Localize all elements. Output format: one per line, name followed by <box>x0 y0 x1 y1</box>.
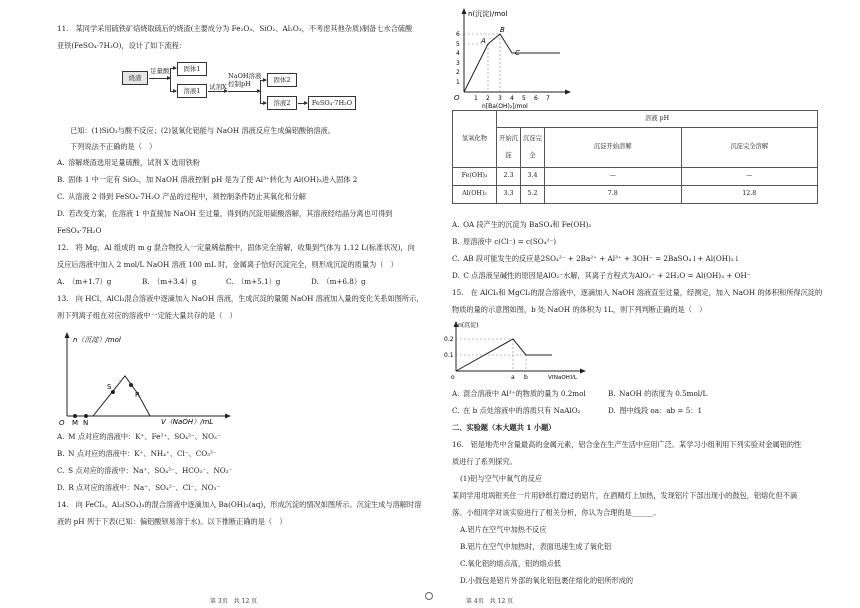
q13-label-s: S <box>107 383 112 391</box>
q15-ytick-02: 0.2 <box>444 336 454 343</box>
q13-point-m <box>73 414 77 418</box>
q13-ylabel: n（沉淀）/mol <box>73 336 121 344</box>
q15-graph <box>444 319 594 379</box>
q15-option-b: B. NaOH 的浓度为 0.5mol/L <box>608 389 708 398</box>
flow-label-reagent-x: 试剂X <box>209 83 227 91</box>
q16-option-c: C.氧化铝的熔点高，铝的熔点低 <box>460 559 561 568</box>
q12-option-a: A. （m+1.7）g <box>57 277 112 286</box>
q13-graph <box>55 328 235 428</box>
q16-text-line1: 某同学用坩埚钳夹住一片用砂纸打磨过的铝片，在酒精灯上加热，发现铝片下部出现小的鼓包，铝熔化但不滴 <box>452 491 798 500</box>
table-cell: 2.3 <box>497 168 521 186</box>
flow-label-acid: 足量酸 <box>150 67 170 75</box>
q13-y-arrow <box>65 332 70 338</box>
q15-ylabel: n(沉淀) <box>458 322 479 329</box>
q12-option-b: B. （m+3.4）g <box>142 277 197 286</box>
right-page-footer: 第 4页 共 12 页 <box>466 598 514 606</box>
q15-x-arrow <box>580 369 586 374</box>
q12-stem-line2: 反应后溶液中加入 2 mol/L NaOH 溶液 100 mL 时，金属离子恰好沉淀完全，则形成沉淀的质量为（ ） <box>57 260 398 269</box>
q14-y-arrow <box>462 8 467 14</box>
table-header-start-dissolve: 沉淀开始溶解 <box>545 128 682 168</box>
q14-xtick: 4 <box>510 95 514 102</box>
table-header-hydroxide: 氢氧化物 <box>453 111 497 168</box>
q16-stem-line2: 质进行了系列探究。 <box>452 457 517 466</box>
table-cell: — <box>681 168 818 186</box>
right-page <box>430 0 860 608</box>
q15-label-a: a <box>511 374 515 379</box>
q14-ytick: 6 <box>456 31 460 38</box>
left-page-footer: 第 3页 共 12 页 <box>210 598 258 606</box>
table-cell-name: Al(OH)₃ <box>453 186 497 204</box>
q15-xlabel: V[NaOH]/L <box>548 375 577 379</box>
q11-stem-line1: 11. 某同学采用硫铁矿焙烧取硫后的烧渣(主要成分为 Fe₂O₃、SiO₂、Al₂O₃，不考虑其他杂质)制备七水合硫酸 <box>57 24 413 33</box>
q16-option-a: A.铝片在空气中加热不反应 <box>460 525 547 534</box>
table-header-complete-dissolve: 沉淀完全溶解 <box>681 128 818 168</box>
q16-text-line2: 落。小组同学对该实验进行了相关分析，你认为合理的是______。 <box>452 508 661 517</box>
table-cell: 7.8 <box>545 186 682 204</box>
flow-arrow <box>228 91 260 92</box>
q16-option-d: D.小鼓包是铝片外部的氧化铝包裹住熔化的铝所形成的 <box>460 576 634 585</box>
q16-option-b: B.铝片在空气中加热时，表面迅速生成了氧化铝 <box>460 542 612 551</box>
table-row <box>453 186 818 204</box>
q13-x-arrow <box>225 414 231 419</box>
q14-xtick: 2 <box>486 95 490 102</box>
flow-arrow <box>208 91 227 92</box>
q11-ask: 下列说法不正确的是（ ） <box>70 142 157 151</box>
q14-xlabel: n[Ba(OH)₂]/mol <box>482 103 528 110</box>
q11-option-d: D. 若改变方案，在溶液 1 中直接加 NaOH 至过量，得到的沉淀用硫酸溶解，其溶液经结晶分离也可得到 <box>57 209 393 218</box>
q13-label-r: R <box>135 391 140 399</box>
q12-option-d: D. （m+6.8）g <box>311 277 366 286</box>
flow-arrow <box>149 78 170 79</box>
q14-stem-line2: 液的 pH 列于下表(已知：偏铝酸钡易溶于水)。以下推断正确的是（ ） <box>57 517 287 526</box>
q14-yticks <box>456 31 460 86</box>
q13-option-a: A. M 点对应的溶液中：K⁺、Fe²⁺、SO₄²⁻、NO₃⁻ <box>57 432 221 441</box>
q16-sub1: (1)铝与空气中氧气的反应 <box>460 474 543 483</box>
q14-option-d: D. C 点溶液呈碱性的原因是AlO₂⁻水解，其离子方程式为AlO₂⁻ + 2H₂O = Al(OH)₃ + OH⁻ <box>452 271 751 280</box>
q13-option-b: B. N 点对应的溶液中：K⁺、NH₄⁺、Cl⁻、CO₃²⁻ <box>57 449 217 458</box>
q11-option-d-cont: FeSO₄·7H₂O <box>57 226 102 235</box>
q13-xlabel: V（NaOH）/mL <box>161 418 214 426</box>
q15-ytick-01: 0.1 <box>444 352 454 359</box>
table-row <box>453 168 818 186</box>
flow-arrow <box>260 80 266 81</box>
q14-xtick: 3 <box>498 95 502 102</box>
q14-stem-line1: 14. 向 FeCl₃、Al₂(SO₄)₃的混合溶液中逐滴加入 Ba(OH)₂(aq)，形成沉淀的情况如图所示。沉淀生成与溶解时溶 <box>57 500 422 509</box>
table-cell-name: Fe(OH)₃ <box>453 168 497 186</box>
q14-xtick: 7 <box>546 95 550 102</box>
q13-point-n <box>84 414 88 418</box>
table-header-complete-precip: 沉淀完 全 <box>521 128 545 168</box>
q15-stem-line2: 物质的量的示意图如图，b 处 NaOH 的体积为 1L，则下列判断正确的是（ ） <box>452 305 707 314</box>
q14-ytick: 1 <box>456 79 460 86</box>
table-cell: 3.4 <box>521 168 545 186</box>
flow-box-solid1: 固体1 <box>177 62 207 76</box>
q14-x-arrow <box>565 90 571 95</box>
q13-origin: O <box>59 419 65 427</box>
flow-arrow <box>298 103 307 104</box>
flow-branch-line <box>170 68 171 92</box>
table-cell: 5.2 <box>521 186 545 204</box>
table-header-ph: 溶液 pH <box>497 111 818 128</box>
q12-option-c: C. （m+5.1）g <box>226 277 281 286</box>
q14-ytick: 4 <box>456 50 460 57</box>
flow-arrow <box>260 103 266 104</box>
q14-xtick: 6 <box>534 95 538 102</box>
q14-ph-table <box>452 110 818 204</box>
q14-option-a: A. OA 段产生的沉淀为 BaSO₄和 Fe(OH)₃ <box>452 220 592 229</box>
q14-graph <box>452 4 572 110</box>
q15-option-d: D. 图中线段 oa：ab = 5：1 <box>608 406 703 415</box>
q14-option-c: C. AB 段可能发生的反应是2SO₄²⁻ + 2Ba²⁺ + Al³⁺ + 3OH⁻ = 2BaSO₄↓+ Al(OH)₃↓ <box>452 254 740 263</box>
q11-option-b: B. 固体 1 中一定有 SiO₂，加 NaOH 溶液控制 pH 是为了使 Al³⁺转化为 Al(OH)₃进入固体 2 <box>57 175 358 184</box>
q12-stem-line1: 12. 将 Mg、Al 组成的 m g 混合物投入一定量稀盐酸中，固体完全溶解，收集到气体为 1.12 L(标准状况)，向 <box>57 243 415 252</box>
q13-option-c: C. S 点对应的溶液中：Na⁺、SO₄²⁻、HCO₃⁻、NO₃⁻ <box>57 466 233 475</box>
q14-ytick: 3 <box>456 60 460 67</box>
flow-box-slag: 烧渣 <box>122 71 148 85</box>
q11-known: 已知：(1)SiO₂与酸不反应；(2)氢氧化铝能与 NaOH 溶液反应生成偏铝酸钠溶液。 <box>70 126 335 135</box>
q14-xticks <box>474 95 550 102</box>
table-cell: 12.8 <box>681 186 818 204</box>
flow-box-solution1: 溶液1 <box>177 84 207 98</box>
q14-ytick: 5 <box>456 41 460 48</box>
flow-box-product: FeSO₄·7H₂O <box>308 96 356 110</box>
q14-curve <box>464 34 560 92</box>
q14-xtick: 5 <box>522 95 526 102</box>
q13-label-n: N <box>83 419 89 427</box>
q14-label-b: B <box>500 26 505 34</box>
q14-label-a: A <box>481 37 486 45</box>
q14-xtick: 1 <box>474 95 478 102</box>
q15-label-b: b <box>524 374 528 379</box>
table-header-start-precip: 开始沉 淀 <box>497 128 521 168</box>
q13-point-s <box>111 390 115 394</box>
q14-label-o: O <box>454 94 460 102</box>
q13-stem-line1: 13. 向 HCl、AlCl₃混合溶液中逐滴加入 NaOH 溶液，生成沉淀的量随 NaOH 溶液加入量的变化关系如图所示， <box>57 294 424 303</box>
flow-box-solution2: 溶液2 <box>267 96 297 110</box>
q11-stem-line2: 亚铁(FeSO₄·7H₂O)，设计了如下流程： <box>57 41 187 50</box>
table-cell: 3.3 <box>497 186 521 204</box>
flow-box-solid2: 固体2 <box>267 73 297 87</box>
q14-ytick: 2 <box>456 69 460 76</box>
table-cell: — <box>545 168 682 186</box>
q14-ylabel: n(沉淀)/mol <box>468 10 508 18</box>
flow-label-ph: 控制pH <box>228 80 251 88</box>
q15-stem-line1: 15. 在 AlCl₃和 MgCl₂的混合溶液中，逐滴加入 NaOH 溶液直至过量，经测定，加入 NaOH 的体积和所得沉淀的 <box>452 288 823 297</box>
q13-stem-line2: 则下列离子组在对应的溶液中一定能大量共存的是（ ） <box>57 311 237 320</box>
q13-option-d: D. R 点对应的溶液中：Na⁺、SO₄²⁻、Cl⁻、NO₃⁻ <box>57 483 221 492</box>
q16-stem-line1: 16. 铝是地壳中含量最高的金属元素，铝合金在生产生活中应用广泛。某学习小组利用下列实验对金属铝的性 <box>452 440 802 449</box>
q14-label-c: C <box>515 49 520 57</box>
q15-option-a: A. 混合溶液中 Al³⁺的物质的量为 0.2mol <box>452 389 586 398</box>
flow-branch-line <box>260 80 261 104</box>
q13-label-m: M <box>72 419 79 427</box>
q15-option-c: C. 在 b 点处溶液中的溶质只有 NaAlO₂ <box>452 406 581 415</box>
section-title: 二、实验题（本大题共 1 小题） <box>452 423 556 432</box>
q13-point-r <box>129 383 133 387</box>
flow-label-naoh: NaOH溶液 <box>228 72 262 80</box>
flow-arrow <box>170 91 176 92</box>
q11-option-a: A. 溶解烧渣选用足量硫酸，试剂 X 选用铁粉 <box>57 158 200 167</box>
q11-option-c: C. 从溶液 2 得到 FeSO₄·7H₂O 产品的过程中，须控制条件防止其氧化和分解 <box>57 192 306 201</box>
q14-option-b: B. 原溶液中 c(Cl⁻) = c(SO₄²⁻) <box>452 237 557 246</box>
flow-arrow <box>170 68 176 69</box>
q15-label-o: o <box>451 374 455 379</box>
